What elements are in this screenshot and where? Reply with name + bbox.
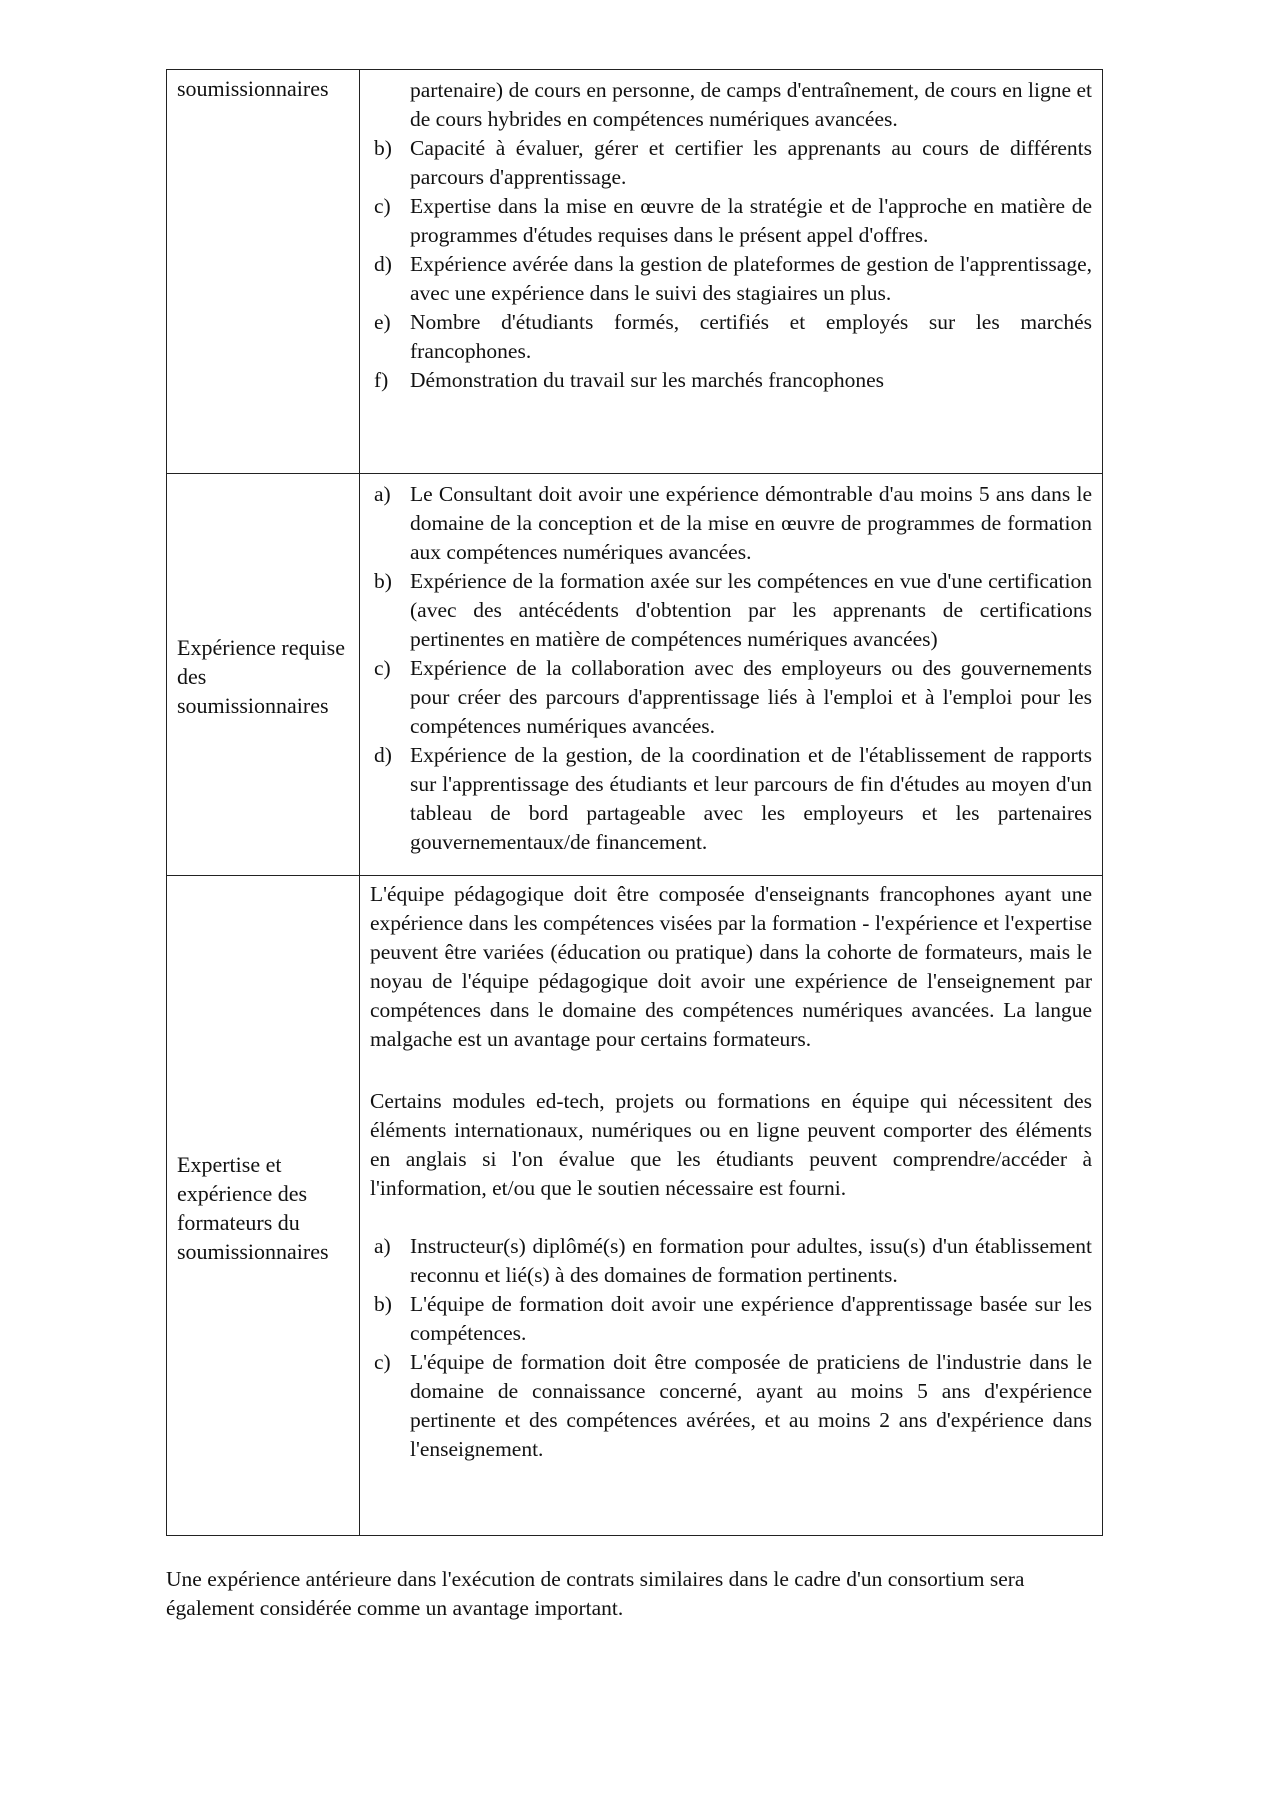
row-label: Expérience requise des soumissionnaires	[177, 635, 345, 718]
table-row	[167, 474, 1103, 876]
row-label-cell	[167, 474, 360, 876]
paragraph: L'équipe pédagogique doit être composée d'enseignants francophones ayant une expérience dans les compétences visées par la formation - l'expérience et l'expertise peuvent être variées (éducation ou pratique) dans la cohorte de formateurs, mais le noyau de l'équipe pédagogique doit avoir une expérience de l'enseignement par compétences dans le domaine des compétences numériques avancées. La langue malgache est un avantage pour certains formateurs.	[370, 882, 1092, 1051]
list-item: partenaire) de cours en personne, de camps d'entraînement, de cours en ligne et de cours hybrides en compétences numériques avancées.	[410, 78, 1092, 131]
row-label-cell	[167, 70, 360, 474]
criteria-list	[360, 70, 1102, 397]
row-label-cell	[167, 876, 360, 1536]
footer-note: Une expérience antérieure dans l'exécution de contrats similaires dans le cadre d'un consortium sera également considérée comme un avantage important.	[166, 1567, 1025, 1620]
list-item: d) Expérience de la gestion, de la coordination et de l'établissement de rapports sur l'apprentissage des étudiants et leur parcours de fin d'études au moyen d'un tableau de bord partageable avec les employeurs et les partenaires gouvernementaux/de financement.	[374, 743, 1092, 854]
list-item: d) Expérience avérée dans la gestion de plateformes de gestion de l'apprentissage, avec une expérience dans le suivi des stagiaires un plus.	[374, 252, 1092, 305]
table-row	[167, 70, 1103, 474]
row-label: soumissionnaires	[177, 76, 329, 101]
row-content-cell	[360, 70, 1103, 474]
list-item: c) Expertise dans la mise en œuvre de la stratégie et de l'approche en matière de programmes d'études requises dans le présent appel d'offres.	[374, 194, 1092, 247]
list-item: e) Nombre d'étudiants formés, certifiés et employés sur les marchés francophones.	[374, 310, 1092, 363]
paragraph: Certains modules ed-tech, projets ou formations en équipe qui nécessitent des éléments internationaux, numériques ou en ligne peuvent comporter des éléments en anglais si l'on évalue que les étudiants peuvent comprendre/accéder à l'information, et/ou que le soutien nécessaire est fourni.	[370, 1089, 1092, 1200]
list-item: c) L'équipe de formation doit être composée de praticiens de l'industrie dans le domaine de connaissance concerné, ayant au moins 5 ans d'expérience pertinente et des compétences avérées, et au moins 2 ans d'expérience dans l'enseignement.	[374, 1350, 1092, 1461]
row-content-cell	[360, 876, 1103, 1536]
list-item: b) Capacité à évaluer, gérer et certifier les apprenants au cours de différents parcours d'apprentissage.	[374, 136, 1092, 189]
list-item: b) L'équipe de formation doit avoir une expérience d'apprentissage basée sur les compétences.	[374, 1292, 1092, 1345]
criteria-list	[360, 1232, 1102, 1466]
list-item: b) Expérience de la formation axée sur les compétences en vue d'une certification (avec des antécédents d'obtention par les apprenants de certifications pertinentes en matière de compétences numériques avancées)	[374, 569, 1092, 651]
list-item: a) Instructeur(s) diplômé(s) en formation pour adultes, issu(s) d'un établissement reconnu et lié(s) à des domaines de formation pertinents.	[374, 1234, 1092, 1287]
criteria-list	[360, 474, 1102, 859]
row-content-cell	[360, 474, 1103, 876]
requirements-table	[166, 69, 1103, 1536]
table-row	[167, 876, 1103, 1536]
list-item: a) Le Consultant doit avoir une expérience démontrable d'au moins 5 ans dans le domaine de la conception et de la mise en œuvre de programmes de formation aux compétences numériques avancées.	[374, 482, 1092, 564]
list-item: c) Expérience de la collaboration avec des employeurs ou des gouvernements pour créer des parcours d'apprentissage liés à l'emploi et à l'emploi pour les compétences numériques avancées.	[374, 656, 1092, 738]
row-label: Expertise et expérience des formateurs du soumissionnaires	[177, 1151, 329, 1264]
list-item: f) Démonstration du travail sur les marchés francophones	[374, 368, 885, 392]
